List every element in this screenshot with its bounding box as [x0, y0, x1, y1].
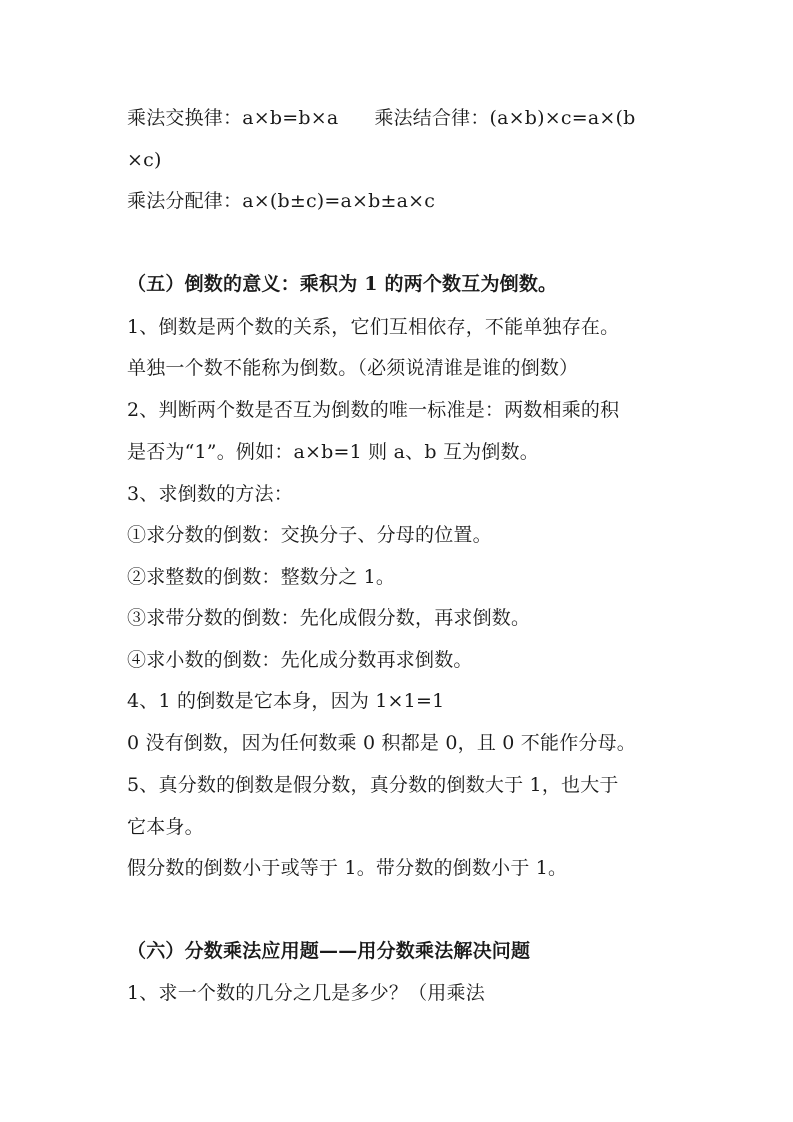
- associative-law: 乘法结合律：(a×b)×c=a×(b: [374, 107, 636, 129]
- section-5-line: 2、判断两个数是否互为倒数的唯一标准是：两数相乘的积: [127, 399, 620, 421]
- section-5-line: 单独一个数不能称为倒数。（必须说清谁是谁的倒数）: [127, 357, 579, 379]
- section-5-heading: （五）倒数的意义：乘积为 1 的两个数互为倒数。: [127, 273, 558, 295]
- section-5-line: 3、求倒数的方法：: [127, 483, 293, 505]
- section-5-line: 假分数的倒数小于或等于 1。带分数的倒数小于 1。: [127, 857, 568, 879]
- section-5-line: ①求分数的倒数：交换分子、分母的位置。: [127, 524, 492, 546]
- multiplication-laws-row: [127, 106, 672, 130]
- section-5-line: 1、倒数是两个数的关系，它们互相依存，不能单独存在。: [127, 316, 620, 338]
- section-5-line: 4、1 的倒数是它本身，因为 1×1=1: [127, 690, 445, 712]
- associative-law-continued: ×c): [127, 149, 162, 171]
- distributive-law: 乘法分配律：a×(b±c)=a×b±a×c: [127, 190, 436, 212]
- section-6-heading: （六）分数乘法应用题——用分数乘法解决问题: [127, 940, 531, 962]
- section-5-line: 5、真分数的倒数是假分数，真分数的倒数大于 1，也大于: [127, 774, 619, 796]
- section-5-line: 是否为“1”。例如：a×b=1 则 a、b 互为倒数。: [127, 441, 539, 463]
- section-5-line: ②求整数的倒数：整数分之 1。: [127, 566, 396, 588]
- commutative-law: 乘法交换律：a×b=b×a: [127, 107, 339, 129]
- section-5-line: 0 没有倒数，因为任何数乘 0 积都是 0，且 0 不能作分母。: [127, 732, 636, 754]
- section-5-line: ③求带分数的倒数：先化成假分数，再求倒数。: [127, 607, 531, 629]
- section-6-line: 1、求一个数的几分之几是多少？（用乘法: [127, 982, 485, 1004]
- section-5-line: ④求小数的倒数：先化成分数再求倒数。: [127, 649, 473, 671]
- section-5-line: 它本身。: [127, 816, 204, 838]
